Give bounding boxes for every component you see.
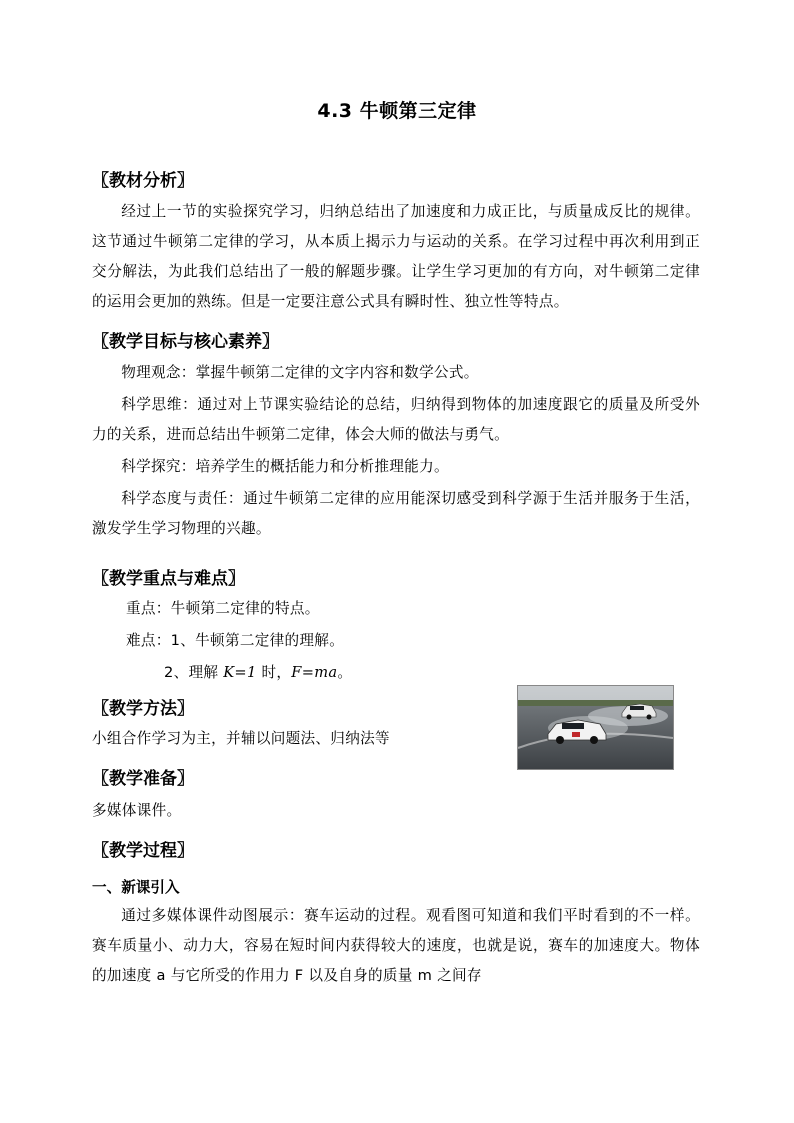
analysis-paragraph: 经过上一节的实验探究学习，归纳总结出了加速度和力成正比，与质量成反比的规律。这节通过牛顿第二定律的学习，从本质上揭示力与运动的关系。在学习过程中再次利用到正交分解法，为此我们总结出了一般的解题步骤。让学生学习更加的有方向，对牛顿第二定律的运用会更加的熟练。但是一定要注意公式具有瞬时性、独立性等特点。 [92, 203, 700, 310]
difficulty2-mid: 时， [256, 664, 292, 681]
race-car-photo [517, 685, 674, 770]
key-difficulty-2 [164, 662, 352, 684]
goal-scientific-thinking: 科学思维：通过对上节课实验结论的总结，归纳得到物体的加速度跟它的质量及所受外力的关系，进而总结出牛顿第二定律，体会大师的做法与勇气。 [92, 396, 700, 443]
heading-prep: 〖教学准备〗 [92, 769, 194, 789]
heading-method: 〖教学方法〗 [92, 699, 194, 719]
difficulty2-end: 。 [337, 664, 353, 681]
heading-keypoints: 〖教学重点与难点〗 [92, 569, 245, 589]
difficulty2-prefix: 2、理解 [164, 664, 224, 681]
key-focus: 重点：牛顿第二定律的特点。 [126, 600, 320, 617]
goal-attitude-responsibility: 科学态度与责任：通过牛顿第二定律的应用能深切感受到科学源于生活并服务于生活，激发学生学习物理的兴趣。 [92, 490, 700, 537]
page-title: 4.3 牛顿第三定律 [317, 100, 477, 122]
formula-k: K=1 [223, 664, 257, 681]
process-paragraph: 通过多媒体课件动图展示：赛车运动的过程。观看图可知道和我们平时看到的不一样。赛车质量小、动力大，容易在短时间内获得较大的速度，也就是说，赛车的加速度大。物体的加速度 a 与它所受的作用力 F 以及自身的质量 m 之间存 [92, 907, 700, 984]
key-difficulty: 难点：1、牛顿第二定律的理解。 [126, 632, 345, 649]
goal-scientific-inquiry: 科学探究：培养学生的概括能力和分析推理能力。 [121, 458, 449, 475]
formula-f: F=ma [291, 664, 338, 681]
goal-physics-concept: 物理观念：掌握牛顿第二定律的文字内容和数学公式。 [121, 364, 479, 381]
process-subheading: 一、新课引入 [92, 879, 180, 896]
prep-text: 多媒体课件。 [92, 802, 182, 819]
method-text: 小组合作学习为主，并辅以问题法、归纳法等 [92, 730, 390, 747]
heading-analysis: 〖教材分析〗 [92, 171, 194, 191]
heading-process: 〖教学过程〗 [92, 841, 194, 861]
heading-goals: 〖教学目标与核心素养〗 [92, 332, 279, 352]
